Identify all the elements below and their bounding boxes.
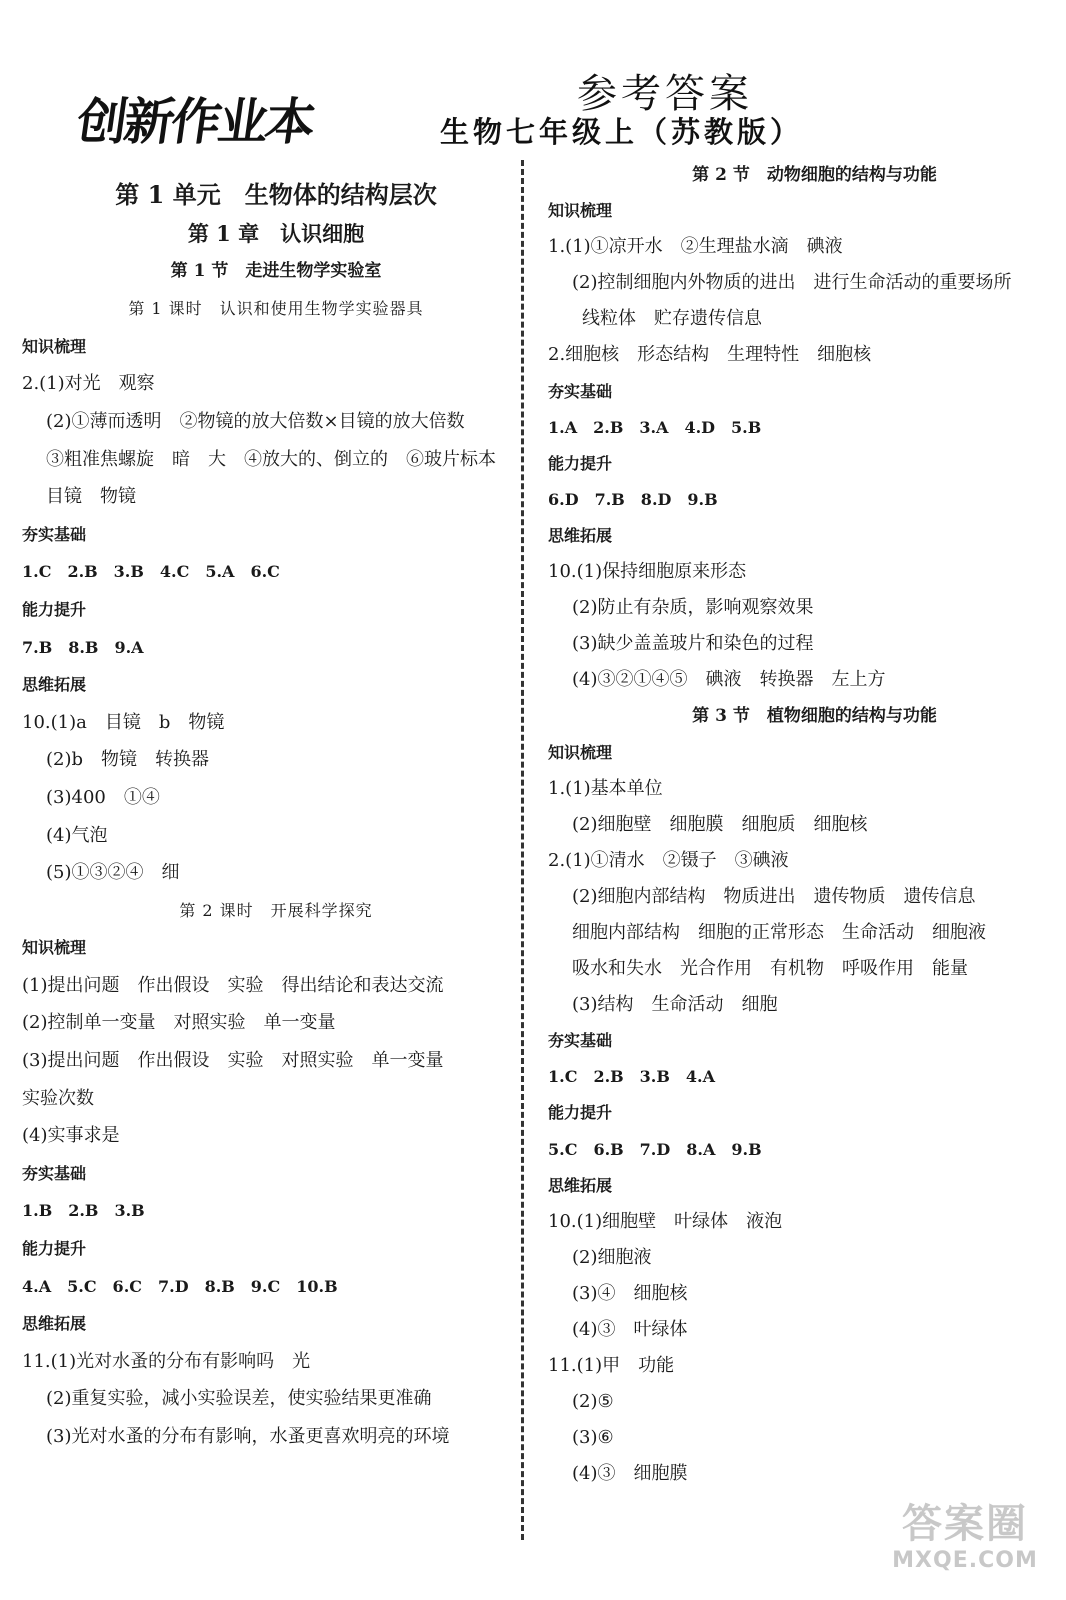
section-heading: 第 3 节 植物细胞的结构与功能 [692,706,937,727]
right-column [548,157,1053,1492]
watermark-site: MXQE.COM [892,1548,1038,1573]
watermark [870,1500,1060,1573]
answer-line: 线粒体 贮存遗传信息 [582,308,762,330]
answer-line: ③粗准焦螺旋 暗 大 ④放大的、倒立的 ⑥玻片标本 [46,448,496,470]
answer-line: (2)防止有杂质，影响观察效果 [572,597,814,619]
answer-line: (1)提出问题 作出假设 实验 得出结论和表达交流 [22,974,444,996]
subsection-heading: 夯实基础 [22,524,87,544]
choice-answers: 1.A 2.B 3.A 4.D 5.B [548,417,762,437]
subsection-heading: 能力提升 [548,1103,613,1123]
answer-line: (4)③②①④⑤ 碘液 转换器 左上方 [572,669,886,691]
section-heading: 第 2 节 动物细胞的结构与功能 [692,165,937,185]
answer-line: 1.(1)①凉开水 ②生理盐水滴 碘液 [548,236,843,258]
choice-answers: 6.D 7.B 8.D 9.B [548,489,718,509]
answer-line: (4)实事求是 [22,1125,120,1147]
subsection-heading: 夯实基础 [548,1031,613,1051]
subsection-heading: 思维拓展 [22,1314,87,1334]
choice-answers: 7.B 8.B 9.A [22,637,144,657]
answer-line: (3)缺少盖盖玻片和染色的过程 [572,633,814,655]
answer-line: (2)细胞壁 细胞膜 细胞质 细胞核 [572,813,868,835]
answer-line: (3)④ 细胞核 [572,1282,688,1304]
choice-answers: 4.A 5.C 6.C 7.D 8.B 9.C 10.B [22,1276,338,1296]
book-logo: 创新作业本 [73,93,317,151]
answer-line: 10.(1)细胞壁 叶绿体 液泡 [548,1210,783,1232]
choice-answers: 5.C 6.B 7.D 8.A 9.B [548,1139,762,1159]
subsection-heading: 思维拓展 [548,525,613,545]
subsection-heading: 夯实基础 [548,381,613,401]
answer-line: 细胞内部结构 细胞的正常形态 生命活动 细胞液 [572,921,986,943]
answer-line: (2)控制细胞内外物质的进出 进行生命活动的重要场所 [572,272,1012,294]
watermark-logo: 答案圈 [902,1501,1028,1547]
subsection-heading: 知识梳理 [22,336,87,356]
page-subtitle: 生物七年级上（苏教版） [440,115,804,149]
answer-line: (3)光对水蚤的分布有影响，水蚤更喜欢明亮的环境 [46,1426,450,1447]
choice-answers: 1.C 2.B 3.B 4.C 5.A 6.C [22,562,280,582]
subsection-heading: 能力提升 [548,453,613,473]
answer-line: (4)③ 细胞膜 [572,1463,688,1485]
answer-line: (3)提出问题 作出假设 实验 对照实验 单一变量 [22,1050,444,1072]
answer-line: (2)b 物镜 转换器 [46,749,210,771]
section-heading: 第 1 节 走进生物学实验室 [170,260,382,281]
answer-line: 11.(1)光对水蚤的分布有影响吗 光 [22,1350,311,1372]
answer-line: (2)⑤ [572,1391,614,1413]
answer-line: (3)⑥ [572,1427,614,1449]
answer-line: 10.(1)保持细胞原来形态 [548,561,747,583]
answer-line: 2.细胞核 形态结构 生理特性 细胞核 [548,344,872,366]
choice-answers: 1.B 2.B 3.B [22,1201,145,1221]
subsection-heading: 知识梳理 [22,938,87,958]
chapter-heading: 第 1 章 认识细胞 [187,221,365,246]
answer-line: (3)结构 生命活动 细胞 [572,994,778,1016]
answer-line: 11.(1)甲 功能 [548,1355,675,1377]
subsection-heading: 夯实基础 [22,1163,87,1183]
answer-line: (2)细胞内部结构 物质进出 遗传物质 遗传信息 [572,885,976,907]
answer-line: 实验次数 [22,1087,94,1109]
answer-line: 目镜 物镜 [46,486,136,508]
answer-line: (2)①薄而透明 ②物镜的放大倍数×目镜的放大倍数 [46,410,465,432]
subsection-heading: 能力提升 [22,1239,87,1259]
answer-line: (4)气泡 [46,824,108,846]
answer-line: 2.(1)①清水 ②镊子 ③碘液 [548,849,789,871]
answer-line: (2)控制单一变量 对照实验 单一变量 [22,1012,336,1034]
answer-line: 吸水和失水 光合作用 有机物 呼吸作用 能量 [572,958,968,980]
subsection-heading: 思维拓展 [548,1175,613,1195]
page-title: 参考答案 [577,71,753,117]
subsection-heading: 知识梳理 [548,201,613,221]
answer-line: (2)细胞液 [572,1246,652,1268]
left-column [22,175,502,1456]
subsection-heading: 思维拓展 [22,675,87,695]
choice-answers: 1.C 2.B 3.B 4.A [548,1067,716,1087]
column-divider [521,160,524,1540]
subsection-heading: 能力提升 [22,599,87,619]
lesson-heading: 第 2 课时 开展科学探究 [179,900,373,920]
answer-line: 1.(1)基本单位 [548,777,663,799]
answer-line: 2.(1)对光 观察 [22,373,155,395]
answer-line: (3)400 ①④ [46,786,160,808]
lesson-heading: 第 1 课时 认识和使用生物学实验器具 [128,299,424,319]
answer-line: 10.(1)a 目镜 b 物镜 [22,711,225,733]
answer-line: (2)重复实验，减小实验误差，使实验结果更准确 [46,1388,432,1410]
subsection-heading: 知识梳理 [548,742,613,762]
answer-line: (5)①③②④ 细 [46,862,180,884]
answer-line: (4)③ 叶绿体 [572,1319,688,1340]
unit-heading: 第 1 单元 生物体的结构层次 [115,180,437,209]
